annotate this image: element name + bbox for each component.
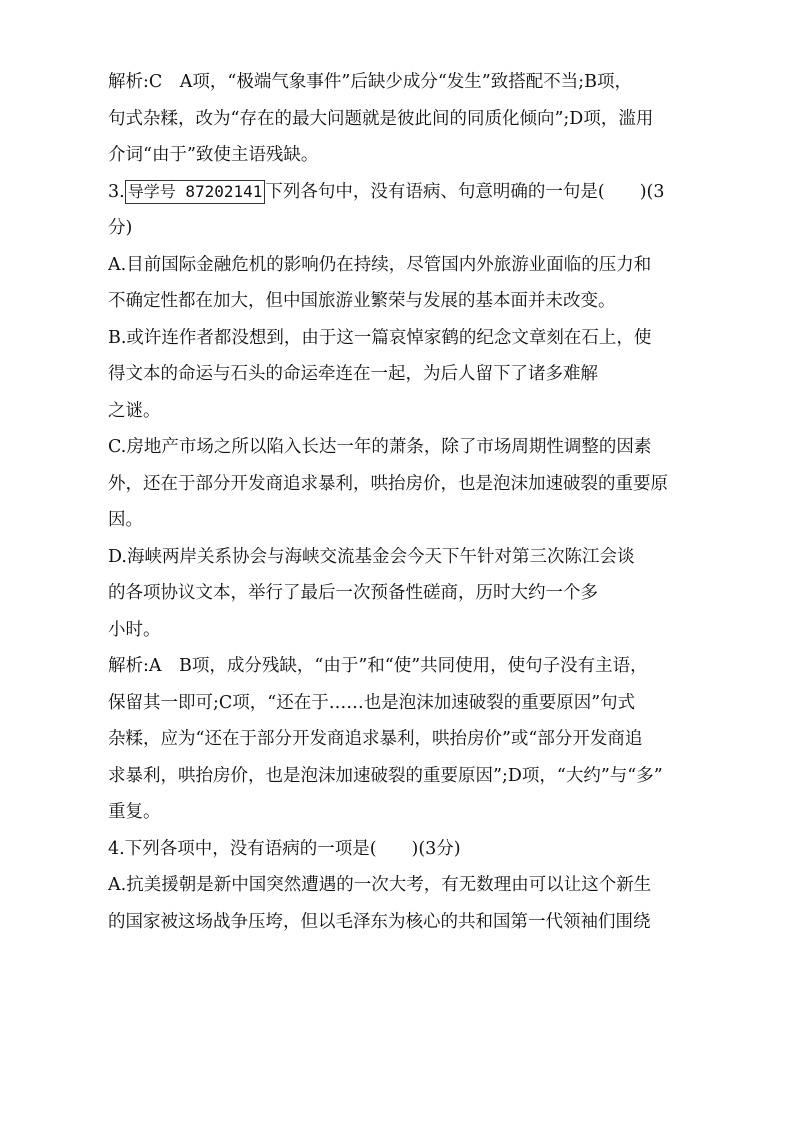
question-3-line: [108, 174, 690, 211]
text-line: D.海峡两岸关系协会与海峡交流基金会今天下午针对第三次陈江会谈: [108, 546, 635, 567]
text-line: 解析:A B项，成分残缺，“由于”和“使”共同使用，使句子没有主语，: [108, 656, 648, 676]
text-line: A.目前国际金融危机的影响仍在持续，尽管国内外旅游业面临的压力和: [108, 254, 652, 275]
text-line: 之谜。: [108, 400, 161, 421]
text-line: 的国家被这场战争压垮，但以毛泽东为核心的共和国第一代领袖们围绕: [108, 911, 651, 932]
question-number: 3.: [108, 181, 125, 202]
text-line: B.或许连作者都没想到，由于这一篇哀悼家鹤的纪念文章刻在石上，使: [108, 327, 652, 348]
text-line: 的各项协议文本，举行了最后一次预备性磋商，历时大约一个多: [108, 583, 598, 603]
text-line: 句式杂糅，改为“存在的最大问题就是彼此间的同质化倾向”;D项，滥用: [108, 108, 654, 129]
text-line: 解析:C A项，“极端气象事件”后缺少成分“发生”致搭配不当;B项，: [108, 72, 632, 92]
text-line: 保留其一即可;C项，“还在于……也是泡沫加速破裂的重要原因”句式: [108, 692, 636, 713]
question-text: 下列各句中，没有语病、句意明确的一句是( )(3: [265, 181, 665, 202]
guide-number-box: 导学号 87202141: [125, 180, 266, 204]
document-body: [108, 64, 690, 940]
text-line: 分): [108, 218, 133, 238]
text-line: 不确定性都在加大，但中国旅游业繁荣与发展的基本面并未改变。: [108, 291, 616, 311]
text-line: 外，还在于部分开发商追求暴利，哄抬房价，也是泡沫加速破裂的重要原: [108, 473, 668, 494]
text-line: 介词“由于”致使主语残缺。: [108, 145, 319, 165]
text-line: 得文本的命运与石头的命运牵连在一起，为后人留下了诸多难解: [108, 364, 598, 384]
text-line: 重复。: [108, 802, 161, 822]
text-line: 因。: [108, 510, 143, 530]
text-line: 4.下列各项中，没有语病的一项是( )(3分): [108, 838, 461, 859]
text-line: 杂糅，应为“还在于部分开发商追求暴利，哄抬房价”或“部分开发商追: [108, 729, 643, 749]
text-line: 求暴利，哄抬房价，也是泡沫加速破裂的重要原因”;D项，“大约”与“多”: [108, 765, 663, 786]
text-line: C.房地产市场之所以陷入长达一年的萧条，除了市场周期性调整的因素: [108, 437, 652, 457]
text-line: A.抗美援朝是新中国突然遭遇的一次大考，有无数理由可以让这个新生: [108, 875, 652, 895]
text-line: 小时。: [108, 619, 161, 640]
